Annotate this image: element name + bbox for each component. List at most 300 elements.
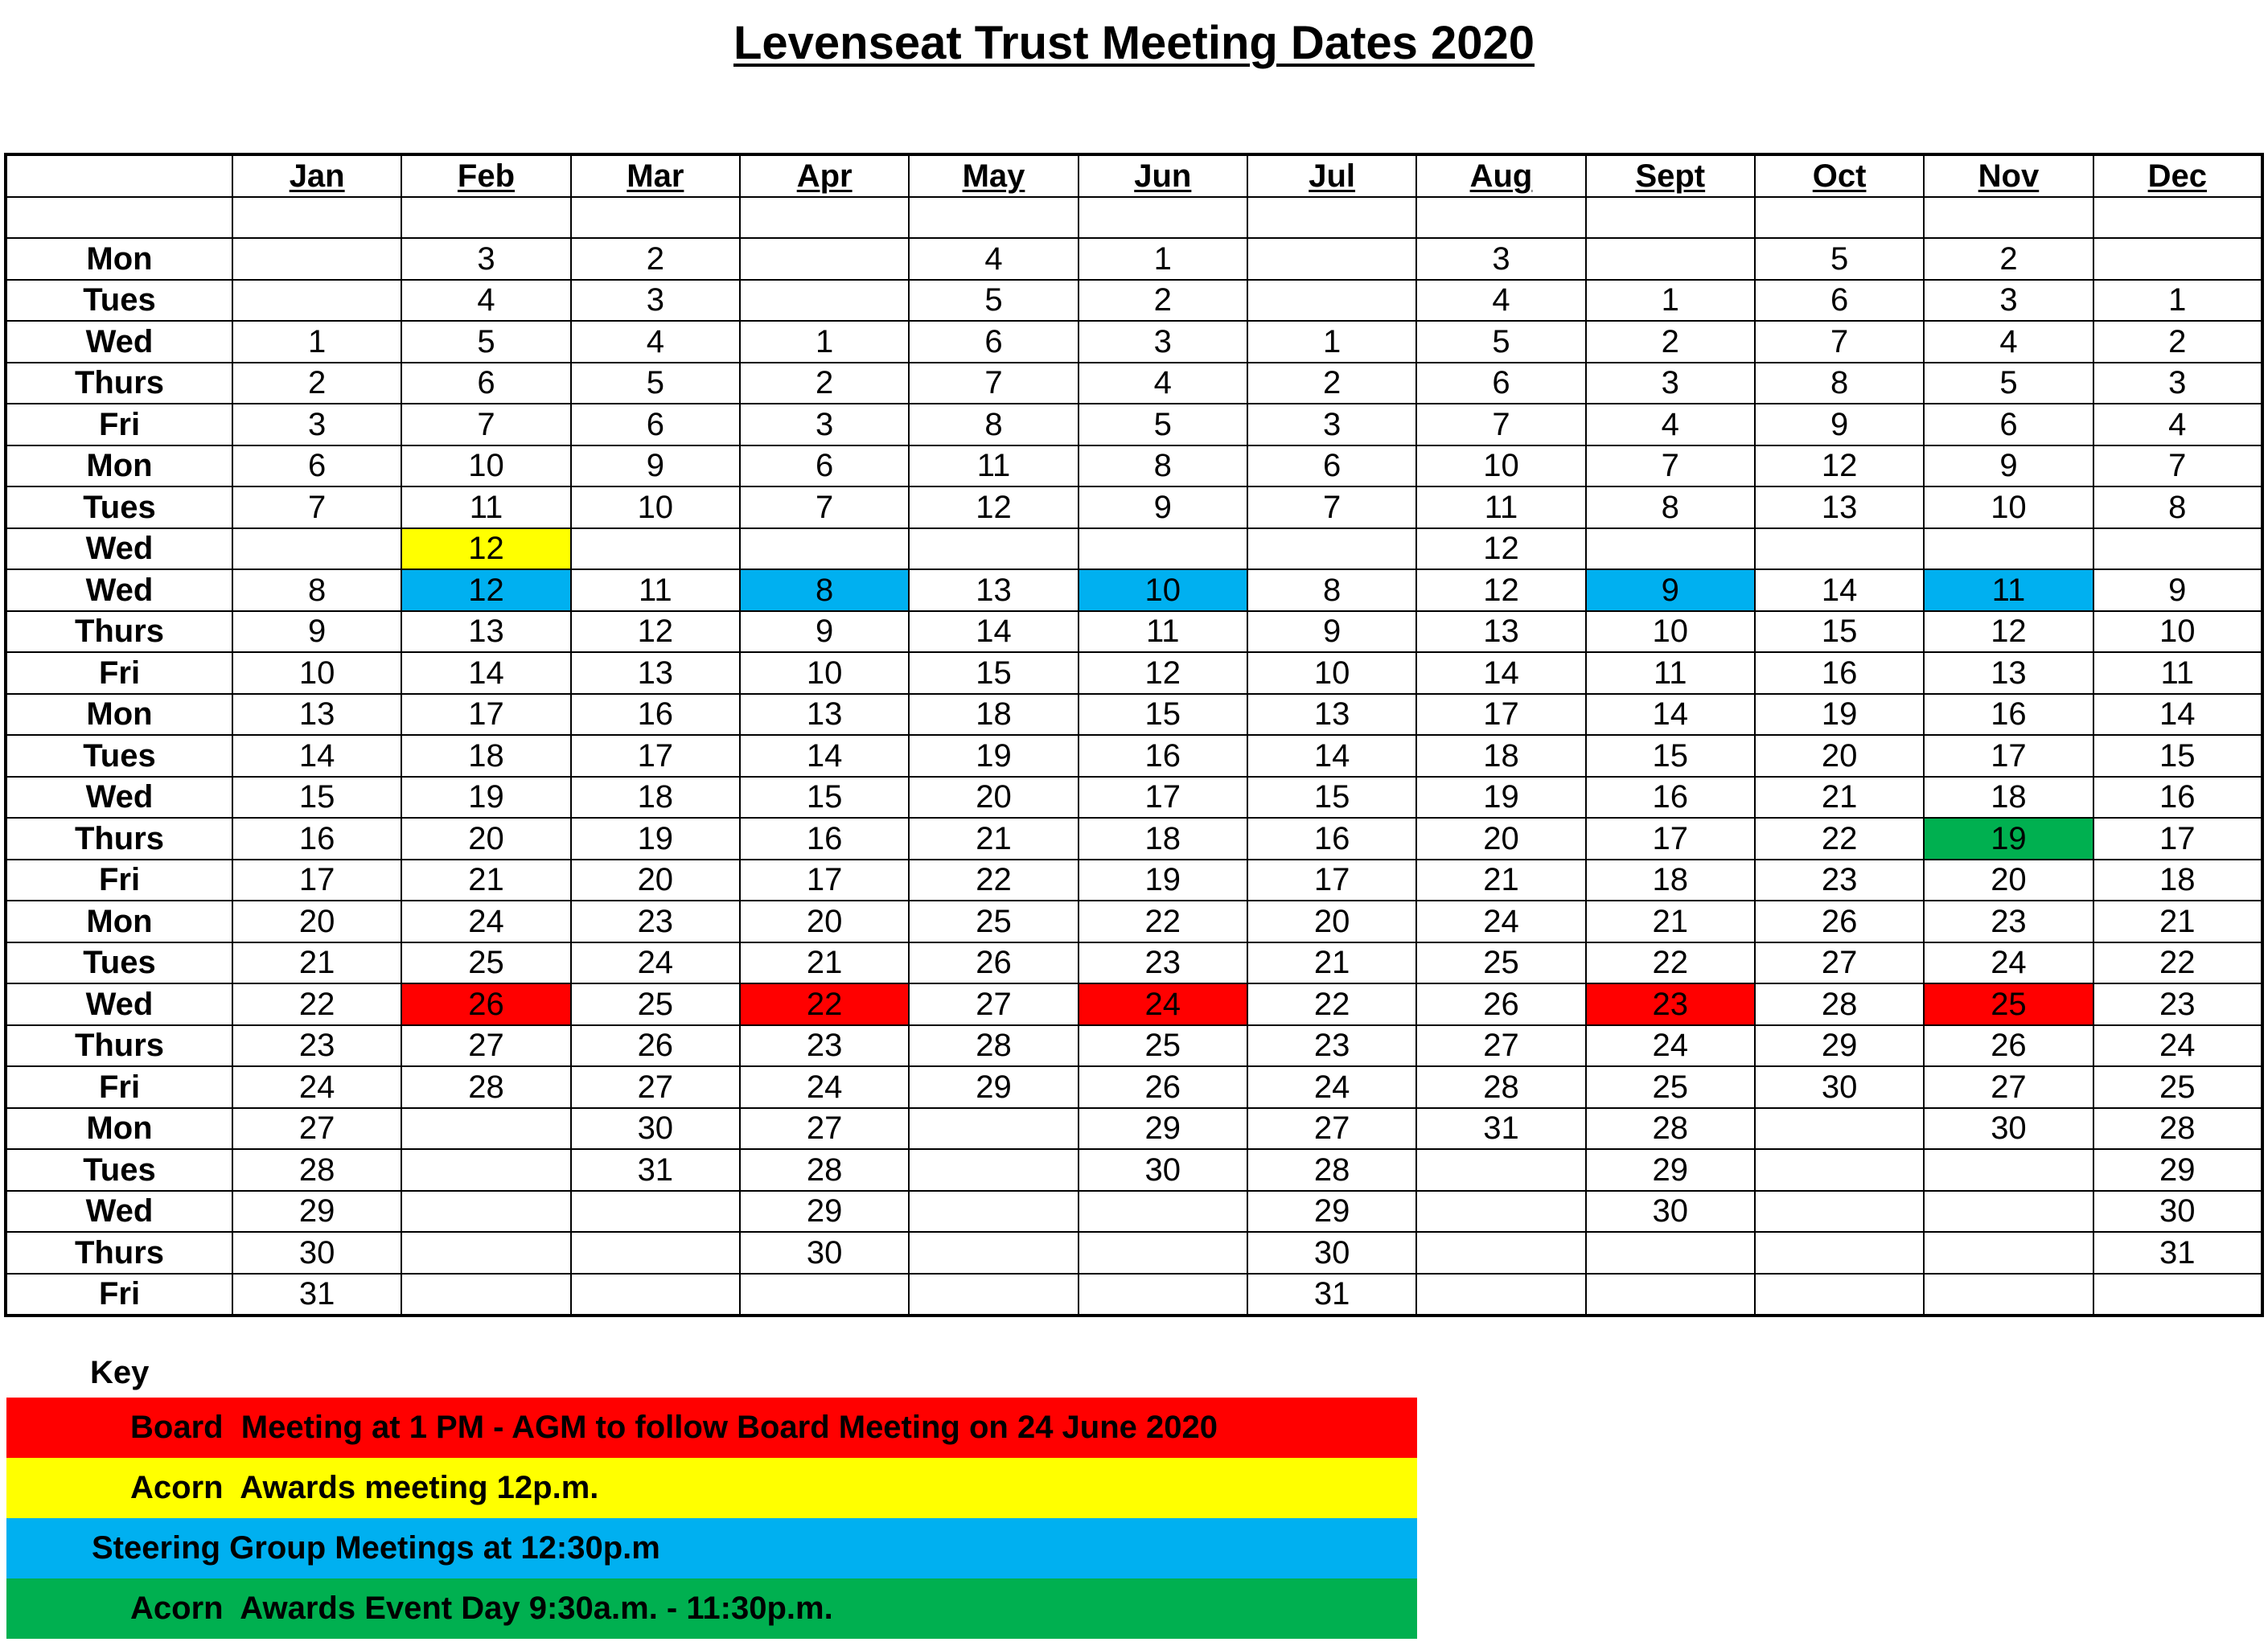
date-cell: 23 <box>1247 1025 1416 1067</box>
date-cell: 13 <box>1247 694 1416 736</box>
date-cell: 30 <box>571 1108 740 1150</box>
date-cell: 29 <box>1247 1191 1416 1233</box>
date-cell: 26 <box>1079 1066 1247 1108</box>
date-cell: 17 <box>1247 860 1416 901</box>
date-cell: 19 <box>1079 860 1247 901</box>
date-cell: 17 <box>1924 735 2093 777</box>
date-cell: 29 <box>1586 1149 1755 1191</box>
date-cell: 14 <box>232 735 401 777</box>
calendar-row <box>6 901 2262 942</box>
date-cell: 29 <box>1755 1025 1924 1067</box>
date-cell: 8 <box>2093 486 2262 528</box>
date-cell: 31 <box>1416 1108 1585 1150</box>
month-header: Oct <box>1755 154 1924 197</box>
date-cell: 21 <box>232 942 401 984</box>
date-cell: 16 <box>740 818 909 860</box>
date-cell: 7 <box>1416 404 1585 445</box>
calendar-row <box>6 363 2262 404</box>
date-cell: 4 <box>1924 321 2093 363</box>
date-cell: 27 <box>1416 1025 1585 1067</box>
date-cell <box>1586 528 1755 570</box>
date-cell: 23 <box>1079 942 1247 984</box>
date-cell: 19 <box>571 818 740 860</box>
calendar-row <box>6 321 2262 363</box>
date-cell: 9 <box>232 611 401 653</box>
key-item-red <box>6 1398 1417 1458</box>
date-cell: 20 <box>1247 901 1416 942</box>
calendar-row <box>6 528 2262 570</box>
date-cell: 14 <box>740 735 909 777</box>
date-cell: 13 <box>1924 652 2093 694</box>
date-cell: 21 <box>1247 942 1416 984</box>
day-label: Mon <box>6 1108 232 1150</box>
date-cell <box>401 1191 570 1233</box>
meeting-calendar-table <box>4 153 2264 1317</box>
date-cell: 21 <box>1755 777 1924 819</box>
date-cell: 4 <box>571 321 740 363</box>
day-label: Mon <box>6 694 232 736</box>
calendar-row <box>6 486 2262 528</box>
date-cell <box>1924 1274 2093 1316</box>
date-cell: 28 <box>401 1066 570 1108</box>
calendar-row <box>6 404 2262 445</box>
date-cell: 7 <box>1586 445 1755 487</box>
key-item-label: Board Meeting at 1 PM - AGM to follow Board Meeting on 24 June 2020 <box>130 1410 1218 1445</box>
date-cell: 28 <box>740 1149 909 1191</box>
date-cell: 17 <box>1586 818 1755 860</box>
date-cell <box>1416 1232 1585 1274</box>
date-cell <box>1755 1149 1924 1191</box>
date-cell <box>1416 197 1585 239</box>
date-cell: 31 <box>2093 1232 2262 1274</box>
date-cell: 27 <box>1924 1066 2093 1108</box>
date-cell: 3 <box>1586 363 1755 404</box>
date-cell: 27 <box>1247 1108 1416 1150</box>
date-cell: 28 <box>909 1025 1078 1067</box>
day-label: Wed <box>6 321 232 363</box>
date-cell: 2 <box>232 363 401 404</box>
month-header: Dec <box>2093 154 2262 197</box>
date-cell <box>740 1274 909 1316</box>
date-cell <box>1079 528 1247 570</box>
date-cell: 21 <box>2093 901 2262 942</box>
date-cell: 5 <box>1755 238 1924 280</box>
date-cell: 14 <box>909 611 1078 653</box>
highlighted-date-cell: 10 <box>1079 569 1247 611</box>
day-label: Fri <box>6 652 232 694</box>
date-cell <box>1586 197 1755 239</box>
date-cell: 5 <box>571 363 740 404</box>
date-cell: 21 <box>909 818 1078 860</box>
date-cell: 24 <box>1924 942 2093 984</box>
date-cell <box>401 1108 570 1150</box>
calendar-row <box>6 1108 2262 1150</box>
date-cell: 3 <box>571 280 740 322</box>
date-cell: 12 <box>1755 445 1924 487</box>
date-cell: 15 <box>1079 694 1247 736</box>
date-cell: 18 <box>1079 818 1247 860</box>
date-cell: 3 <box>1247 404 1416 445</box>
date-cell: 17 <box>401 694 570 736</box>
date-cell <box>1924 1149 2093 1191</box>
day-label: Thurs <box>6 611 232 653</box>
date-cell: 22 <box>232 983 401 1025</box>
key-item-blue <box>6 1518 1417 1578</box>
date-cell <box>401 1274 570 1316</box>
calendar-row <box>6 197 2262 239</box>
month-header: May <box>909 154 1078 197</box>
date-cell: 15 <box>232 777 401 819</box>
date-cell: 21 <box>1416 860 1585 901</box>
calendar-row <box>6 611 2262 653</box>
date-cell: 21 <box>740 942 909 984</box>
highlighted-date-cell: 23 <box>1586 983 1755 1025</box>
highlighted-date-cell: 24 <box>1079 983 1247 1025</box>
date-cell <box>571 197 740 239</box>
date-cell: 1 <box>1247 321 1416 363</box>
date-cell: 1 <box>1079 238 1247 280</box>
date-cell: 20 <box>1416 818 1585 860</box>
date-cell <box>909 1191 1078 1233</box>
calendar-row <box>6 445 2262 487</box>
date-cell: 23 <box>740 1025 909 1067</box>
date-cell: 1 <box>740 321 909 363</box>
date-cell: 4 <box>1586 404 1755 445</box>
month-header: Sept <box>1586 154 1755 197</box>
highlighted-date-cell: 11 <box>1924 569 2093 611</box>
date-cell <box>909 1232 1078 1274</box>
date-cell: 15 <box>740 777 909 819</box>
month-header: Mar <box>571 154 740 197</box>
date-cell: 11 <box>401 486 570 528</box>
date-cell: 23 <box>232 1025 401 1067</box>
date-cell: 10 <box>571 486 740 528</box>
date-cell: 16 <box>2093 777 2262 819</box>
date-cell <box>1416 1191 1585 1233</box>
date-cell: 25 <box>909 901 1078 942</box>
date-cell: 2 <box>1924 238 2093 280</box>
calendar-row <box>6 942 2262 984</box>
date-cell: 15 <box>1247 777 1416 819</box>
date-cell: 27 <box>571 1066 740 1108</box>
date-cell: 4 <box>1079 363 1247 404</box>
date-cell: 6 <box>232 445 401 487</box>
date-cell: 5 <box>1079 404 1247 445</box>
date-cell: 31 <box>1247 1274 1416 1316</box>
date-cell: 13 <box>740 694 909 736</box>
date-cell: 24 <box>1416 901 1585 942</box>
date-cell <box>1924 528 2093 570</box>
date-cell: 25 <box>1586 1066 1755 1108</box>
date-cell: 25 <box>2093 1066 2262 1108</box>
date-cell: 18 <box>571 777 740 819</box>
date-cell <box>1755 1191 1924 1233</box>
date-cell <box>1755 1274 1924 1316</box>
date-cell: 6 <box>571 404 740 445</box>
date-cell <box>1924 1191 2093 1233</box>
date-cell: 23 <box>1924 901 2093 942</box>
date-cell: 6 <box>1755 280 1924 322</box>
date-cell: 30 <box>1247 1232 1416 1274</box>
date-cell: 9 <box>1079 486 1247 528</box>
date-cell: 25 <box>1416 942 1585 984</box>
date-cell: 12 <box>1416 528 1585 570</box>
month-header-row <box>6 154 2262 197</box>
key-item-label: Steering Group Meetings at 12:30p.m <box>92 1530 660 1566</box>
date-cell <box>1079 1232 1247 1274</box>
date-cell: 14 <box>1416 652 1585 694</box>
date-cell: 22 <box>1755 818 1924 860</box>
date-cell: 26 <box>909 942 1078 984</box>
date-cell <box>1755 1232 1924 1274</box>
date-cell: 27 <box>232 1108 401 1150</box>
date-cell <box>2093 238 2262 280</box>
date-cell: 8 <box>1755 363 1924 404</box>
date-cell: 2 <box>1247 363 1416 404</box>
date-cell: 31 <box>571 1149 740 1191</box>
date-cell: 6 <box>1924 404 2093 445</box>
date-cell: 8 <box>232 569 401 611</box>
day-label: Thurs <box>6 363 232 404</box>
date-cell <box>740 238 909 280</box>
calendar-row <box>6 652 2262 694</box>
date-cell: 27 <box>1755 942 1924 984</box>
date-cell: 28 <box>2093 1108 2262 1150</box>
month-header: Aug <box>1416 154 1585 197</box>
date-cell: 15 <box>1755 611 1924 653</box>
day-label: Fri <box>6 1274 232 1316</box>
day-label: Tues <box>6 942 232 984</box>
date-cell: 6 <box>401 363 570 404</box>
date-cell: 28 <box>1247 1149 1416 1191</box>
calendar-row <box>6 1274 2262 1316</box>
date-cell: 20 <box>571 860 740 901</box>
date-cell: 25 <box>1079 1025 1247 1067</box>
date-cell <box>2093 528 2262 570</box>
date-cell: 16 <box>232 818 401 860</box>
date-cell <box>909 1149 1078 1191</box>
date-cell: 21 <box>1586 901 1755 942</box>
date-cell: 28 <box>1586 1108 1755 1150</box>
date-cell: 5 <box>1924 363 2093 404</box>
date-cell <box>909 197 1078 239</box>
date-cell: 28 <box>232 1149 401 1191</box>
date-cell: 30 <box>2093 1191 2262 1233</box>
date-cell: 1 <box>2093 280 2262 322</box>
date-cell: 14 <box>2093 694 2262 736</box>
date-cell: 12 <box>909 486 1078 528</box>
day-label: Mon <box>6 238 232 280</box>
date-cell <box>2093 1274 2262 1316</box>
date-cell: 14 <box>1755 569 1924 611</box>
date-cell: 18 <box>1416 735 1585 777</box>
date-cell: 27 <box>740 1108 909 1150</box>
day-label: Wed <box>6 983 232 1025</box>
date-cell <box>1079 197 1247 239</box>
date-cell <box>740 528 909 570</box>
calendar-row <box>6 1232 2262 1274</box>
highlighted-date-cell: 8 <box>740 569 909 611</box>
day-label: Mon <box>6 445 232 487</box>
date-cell: 10 <box>1416 445 1585 487</box>
date-cell <box>401 197 570 239</box>
date-cell: 8 <box>909 404 1078 445</box>
date-cell <box>1247 528 1416 570</box>
date-cell: 16 <box>571 694 740 736</box>
date-cell: 23 <box>571 901 740 942</box>
date-cell: 2 <box>2093 321 2262 363</box>
date-cell: 2 <box>1079 280 1247 322</box>
date-cell: 17 <box>232 860 401 901</box>
date-cell: 7 <box>1247 486 1416 528</box>
day-label: Fri <box>6 860 232 901</box>
date-cell: 30 <box>1755 1066 1924 1108</box>
day-label: Wed <box>6 777 232 819</box>
month-header: Jun <box>1079 154 1247 197</box>
date-cell: 10 <box>1924 486 2093 528</box>
date-cell <box>232 197 401 239</box>
calendar-row <box>6 694 2262 736</box>
date-cell: 13 <box>401 611 570 653</box>
date-cell: 2 <box>571 238 740 280</box>
key-title: Key <box>90 1355 150 1390</box>
date-cell: 24 <box>232 1066 401 1108</box>
date-cell: 22 <box>2093 942 2262 984</box>
date-cell: 10 <box>1586 611 1755 653</box>
date-cell: 2 <box>740 363 909 404</box>
date-cell: 12 <box>1924 611 2093 653</box>
date-cell <box>401 1232 570 1274</box>
date-cell: 23 <box>2093 983 2262 1025</box>
month-header: Nov <box>1924 154 2093 197</box>
date-cell <box>232 238 401 280</box>
highlighted-date-cell: 25 <box>1924 983 2093 1025</box>
date-cell: 24 <box>571 942 740 984</box>
date-cell: 15 <box>909 652 1078 694</box>
date-cell: 1 <box>232 321 401 363</box>
day-label: Thurs <box>6 1232 232 1274</box>
date-cell: 3 <box>1416 238 1585 280</box>
date-cell: 9 <box>571 445 740 487</box>
date-cell: 10 <box>2093 611 2262 653</box>
date-cell: 8 <box>1247 569 1416 611</box>
date-cell: 9 <box>1247 611 1416 653</box>
date-cell <box>1247 280 1416 322</box>
date-cell <box>1924 1232 2093 1274</box>
date-cell: 12 <box>571 611 740 653</box>
date-cell: 20 <box>1924 860 2093 901</box>
date-cell: 3 <box>401 238 570 280</box>
date-cell: 19 <box>909 735 1078 777</box>
date-cell <box>1247 197 1416 239</box>
date-cell: 2 <box>1586 321 1755 363</box>
key-item-green <box>6 1578 1417 1639</box>
day-label: Wed <box>6 528 232 570</box>
day-label: Fri <box>6 404 232 445</box>
highlighted-date-cell: 22 <box>740 983 909 1025</box>
date-cell: 12 <box>1416 569 1585 611</box>
date-cell: 13 <box>909 569 1078 611</box>
date-cell: 30 <box>1586 1191 1755 1233</box>
date-cell: 17 <box>1079 777 1247 819</box>
date-cell: 13 <box>571 652 740 694</box>
date-cell: 19 <box>401 777 570 819</box>
highlighted-date-cell: 26 <box>401 983 570 1025</box>
date-cell: 28 <box>1416 1066 1585 1108</box>
date-cell: 9 <box>2093 569 2262 611</box>
calendar-row <box>6 1066 2262 1108</box>
date-cell: 6 <box>1247 445 1416 487</box>
date-cell <box>1924 197 2093 239</box>
date-cell: 9 <box>740 611 909 653</box>
date-cell: 4 <box>2093 404 2262 445</box>
key-item-yellow <box>6 1458 1417 1518</box>
date-cell: 20 <box>232 901 401 942</box>
date-cell: 6 <box>1416 363 1585 404</box>
date-cell: 17 <box>740 860 909 901</box>
date-cell: 10 <box>740 652 909 694</box>
day-label: Tues <box>6 1149 232 1191</box>
date-cell <box>571 1191 740 1233</box>
date-cell: 4 <box>909 238 1078 280</box>
date-cell: 24 <box>2093 1025 2262 1067</box>
date-cell <box>909 1108 1078 1150</box>
date-cell: 7 <box>740 486 909 528</box>
date-cell: 14 <box>1247 735 1416 777</box>
date-cell <box>571 1274 740 1316</box>
date-cell <box>1755 528 1924 570</box>
date-cell <box>401 1149 570 1191</box>
date-cell: 29 <box>2093 1149 2262 1191</box>
date-cell <box>1755 197 1924 239</box>
page-title: Levenseat Trust Meeting Dates 2020 <box>733 17 1535 69</box>
date-cell: 10 <box>232 652 401 694</box>
date-cell: 7 <box>1755 321 1924 363</box>
date-cell: 11 <box>1586 652 1755 694</box>
date-cell: 30 <box>232 1232 401 1274</box>
date-cell: 12 <box>1079 652 1247 694</box>
date-cell: 22 <box>909 860 1078 901</box>
date-cell: 19 <box>1755 694 1924 736</box>
date-cell: 16 <box>1079 735 1247 777</box>
date-cell: 24 <box>1247 1066 1416 1108</box>
date-cell <box>1586 238 1755 280</box>
date-cell: 25 <box>401 942 570 984</box>
date-cell <box>909 528 1078 570</box>
date-cell: 16 <box>1924 694 2093 736</box>
date-cell: 31 <box>232 1274 401 1316</box>
date-cell: 24 <box>1586 1025 1755 1067</box>
date-cell: 5 <box>1416 321 1585 363</box>
date-cell: 20 <box>740 901 909 942</box>
date-cell: 16 <box>1755 652 1924 694</box>
date-cell <box>740 280 909 322</box>
date-cell <box>571 528 740 570</box>
date-cell: 30 <box>1924 1108 2093 1150</box>
date-cell: 24 <box>401 901 570 942</box>
date-cell: 10 <box>401 445 570 487</box>
date-cell: 11 <box>1079 611 1247 653</box>
date-cell: 13 <box>1416 611 1585 653</box>
highlighted-date-cell: 19 <box>1924 818 2093 860</box>
date-cell: 9 <box>1924 445 2093 487</box>
date-cell: 3 <box>2093 363 2262 404</box>
date-cell: 7 <box>232 486 401 528</box>
date-cell: 18 <box>1586 860 1755 901</box>
date-cell: 26 <box>571 1025 740 1067</box>
highlighted-date-cell: 12 <box>401 569 570 611</box>
date-cell: 14 <box>1586 694 1755 736</box>
